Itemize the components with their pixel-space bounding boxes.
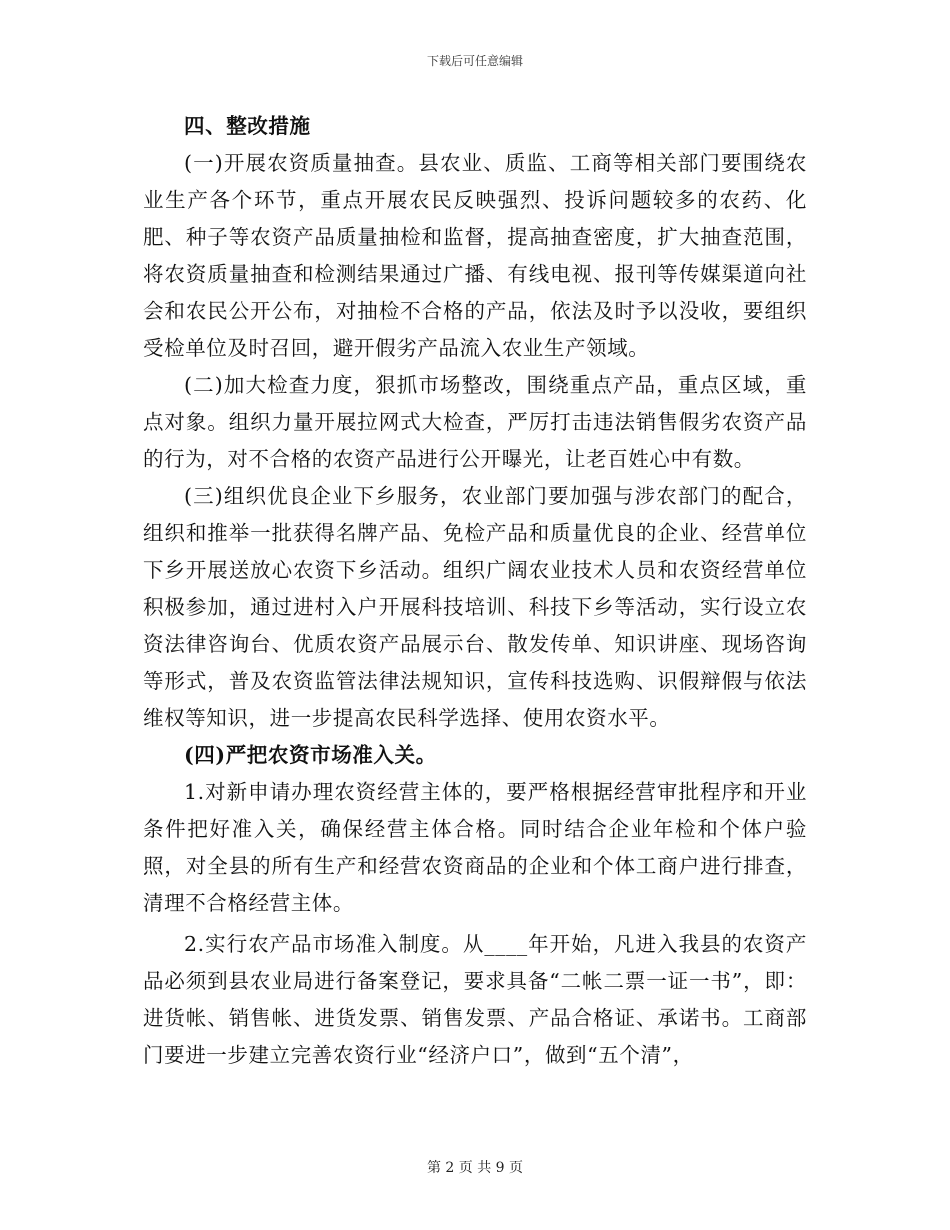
subheading-item-4: (四)严把农资市场准入关。 [184,743,437,767]
paragraph-item-4-1: 1.对新申请办理农资经营主体的，要严格根据经营审批程序和开业条件把好准入关，确保经营主体合格。同时结合企业年检和个体户验照，对全县的所有生产和经营农资商品的企业和个体工商户进行排查，清理不合格经营主体。 [143,780,807,915]
paragraph-item-1: (一)开展农资质量抽查。县农业、质监、工商等相关部门要围绕农业生产各个环节，重点开展农民反映强烈、投诉问题较多的农药、化肥、种子等农资产品质量抽检和监督，提高抽查密度，扩大抽查范围，将农资质量抽查和检测结果通过广播、有线电视、报刊等传媒渠道向社会和农民公开公布，对抽检不合格的产品，依法及时予以没收，要组织受检单位及时召回，避开假劣产品流入农业生产领域。 [143,151,807,360]
paragraph-item-3: (三)组织优良企业下乡服务，农业部门要加强与涉农部门的配合，组织和推举一批获得名牌产品、免检产品和质量优良的企业、经营单位下乡开展送放心农资下乡活动。组织广阔农业技术人员和农资经营单位积极参加，通过进村入户开展科技培训、科技下乡等活动，实行设立农资法律咨询台、优质农资产品展示台、散发传单、知识讲座、现场咨询等形式，普及农资监管法律法规知识，宣传科技选购、识假辩假与依法维权等知识，进一步提高农民科学选择、使用农资水平。 [143,484,807,730]
paragraph-item-2: (二)加大检查力度，狠抓市场整改，围绕重点产品，重点区域，重点对象。组织力量开展拉网式大检查，严厉打击违法销售假劣农资产品的行为，对不合格的农资产品进行公开曝光，让老百姓心中有数。 [143,373,807,471]
page-header-note: 下载后可任意编辑 [426,54,523,68]
paragraph-item-4-2: 2.实行农产品市场准入制度。从____年开始，凡进入我县的农资产品必须到县农业局进行备案登记，要求具备“二帐二票一证一书”，即：进货帐、销售帐、进货发票、销售发票、产品合格证、承诺书。工商部门要进一步建立完善农资行业“经济户口”，做到“五个清”， [143,932,807,1067]
page-number: 第 2 页 共 9 页 [426,1160,524,1176]
document-body [143,108,807,1074]
section-heading: 四、整改措施 [184,114,311,138]
